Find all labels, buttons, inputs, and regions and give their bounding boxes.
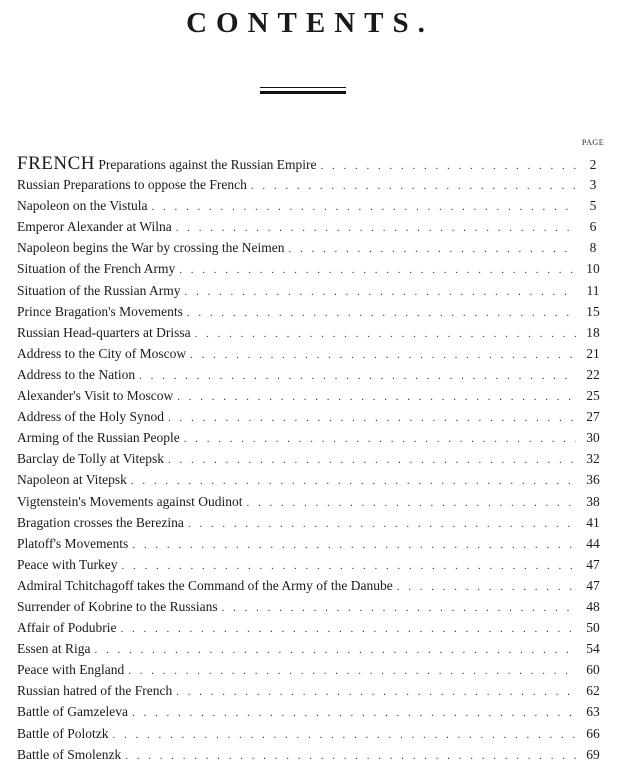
dot-leader bbox=[132, 703, 576, 724]
toc-entry-title bbox=[17, 533, 128, 554]
dot-leader bbox=[120, 619, 576, 640]
dot-leader bbox=[185, 282, 577, 303]
dot-leader bbox=[95, 640, 577, 661]
dot-leader bbox=[132, 535, 576, 556]
toc-entry-text: Russian Preparations to oppose the French bbox=[17, 177, 247, 193]
toc-entry-text: Address of the Holy Synod bbox=[17, 409, 164, 425]
toc-entry-text: Napoleon at Vitepsk bbox=[17, 472, 127, 488]
toc-entry bbox=[17, 491, 606, 512]
toc-entry bbox=[17, 364, 606, 385]
toc-entry-title bbox=[17, 723, 109, 744]
toc-entry-title bbox=[17, 153, 317, 175]
toc-entry bbox=[17, 174, 606, 195]
toc-entry-text: Peace with England bbox=[17, 662, 125, 678]
toc-entry-page-number: 41 bbox=[586, 514, 600, 530]
toc-entry-text: Preparations against the Russian Empire bbox=[98, 157, 317, 172]
toc-entry bbox=[17, 638, 606, 659]
toc-entry-page-number: 54 bbox=[586, 641, 600, 657]
toc-entry-title bbox=[17, 680, 172, 701]
toc-entry-title bbox=[17, 596, 218, 617]
toc-entry bbox=[17, 322, 606, 343]
toc-entry bbox=[17, 343, 606, 364]
dot-leader bbox=[190, 345, 576, 366]
toc-entry-page-number: 63 bbox=[586, 704, 600, 720]
dot-leader bbox=[195, 324, 576, 345]
toc-entry-page-number: 5 bbox=[589, 198, 597, 214]
toc-entry-text: Arming of the Russian People bbox=[17, 430, 180, 446]
toc-entry bbox=[17, 195, 606, 216]
page-title: CONTENTS. bbox=[186, 7, 434, 39]
toc-entry-page-number: 22 bbox=[586, 366, 600, 382]
toc-entry bbox=[17, 617, 606, 638]
dot-leader bbox=[184, 429, 576, 450]
toc-entry-text: Peace with Turkey bbox=[17, 556, 118, 572]
table-of-contents bbox=[17, 153, 606, 765]
dot-leader bbox=[152, 197, 576, 218]
toc-entry-title bbox=[17, 659, 124, 680]
toc-entry bbox=[17, 680, 606, 701]
toc-entry-title bbox=[17, 343, 186, 364]
page-column-label: PAGE bbox=[581, 138, 605, 147]
toc-entry-text: Vigtenstein's Movements against Oudinot bbox=[17, 493, 243, 509]
toc-entry bbox=[17, 659, 606, 680]
toc-entry-title bbox=[17, 237, 284, 258]
toc-entry-page-number: 32 bbox=[586, 451, 600, 467]
toc-entry-page-number: 2 bbox=[589, 157, 597, 172]
toc-entry-page-number: 38 bbox=[586, 493, 600, 509]
toc-entry-title bbox=[17, 216, 172, 237]
toc-entry-text: Alexander's Visit to Moscow bbox=[17, 388, 174, 404]
dot-leader bbox=[179, 260, 576, 281]
title-rule-thick bbox=[260, 91, 346, 94]
toc-entry bbox=[17, 448, 606, 469]
toc-entry-page-number: 66 bbox=[586, 725, 600, 741]
dot-leader bbox=[222, 598, 576, 619]
dot-leader bbox=[168, 408, 576, 429]
toc-entry-text: Admiral Tchitchagoff takes the Command of the Army of the Danube bbox=[17, 577, 393, 593]
toc-entry-text: Surrender of Kobrine to the Russians bbox=[17, 598, 218, 614]
toc-entry-page-number: 47 bbox=[586, 556, 600, 572]
toc-entry-title bbox=[17, 744, 121, 765]
dot-leader bbox=[177, 387, 576, 408]
toc-entry-title bbox=[17, 575, 393, 596]
toc-entry-text: Situation of the Russian Army bbox=[17, 282, 181, 298]
toc-entry-title bbox=[17, 701, 128, 722]
toc-entry-text: Prince Bragation's Movements bbox=[17, 303, 183, 319]
toc-entry-title bbox=[17, 258, 175, 279]
toc-entry-page-number: 36 bbox=[586, 472, 600, 488]
toc-entry-title bbox=[17, 469, 127, 490]
toc-entry-page-number: 50 bbox=[586, 620, 600, 636]
dot-leader bbox=[128, 661, 576, 682]
toc-entry-text: Address to the City of Moscow bbox=[17, 345, 187, 361]
toc-entry-title bbox=[17, 406, 164, 427]
dot-leader bbox=[288, 239, 576, 260]
toc-entry-text: Napoleon begins the War by crossing the Neimen bbox=[17, 240, 285, 256]
toc-entry-text: Affair of Podubrie bbox=[17, 620, 117, 636]
dot-leader bbox=[251, 176, 576, 197]
dot-leader bbox=[131, 471, 576, 492]
toc-entry-page-number: 8 bbox=[589, 240, 597, 256]
dot-leader bbox=[122, 556, 577, 577]
dot-leader bbox=[397, 577, 576, 598]
toc-entry bbox=[17, 427, 606, 448]
toc-entry-text: Address to the Nation bbox=[17, 366, 136, 382]
toc-entry-title bbox=[17, 427, 180, 448]
toc-entry-title bbox=[17, 280, 181, 301]
toc-entry-title bbox=[17, 638, 91, 659]
toc-entry-text: Battle of Gamzeleva bbox=[17, 704, 128, 720]
dot-leader bbox=[187, 303, 576, 324]
toc-entry bbox=[17, 216, 606, 237]
toc-entry bbox=[17, 554, 606, 575]
toc-entry-text: Bragation crosses the Berezina bbox=[17, 514, 184, 530]
toc-entry bbox=[17, 596, 606, 617]
toc-entry-page-number: 3 bbox=[589, 177, 597, 193]
dot-leader bbox=[125, 746, 576, 767]
toc-entry bbox=[17, 406, 606, 427]
toc-entry-title bbox=[17, 554, 118, 575]
toc-entry-title bbox=[17, 512, 184, 533]
dot-leader bbox=[176, 682, 576, 703]
toc-entry-text: Russian hatred of the French bbox=[17, 683, 173, 699]
toc-entry-text: Battle of Smolenzk bbox=[17, 746, 122, 762]
toc-entry-page-number: 62 bbox=[586, 683, 600, 699]
toc-entry-title bbox=[17, 448, 164, 469]
toc-entry-text: Battle of Polotzk bbox=[17, 725, 109, 741]
toc-entry bbox=[17, 723, 606, 744]
toc-entry-title bbox=[17, 491, 242, 512]
toc-entry-text: Barclay de Tolly at Vitepsk bbox=[17, 451, 164, 467]
toc-entry-page-number: 25 bbox=[586, 388, 600, 404]
toc-entry-text: Essen at Riga bbox=[17, 641, 91, 657]
toc-entry bbox=[17, 512, 606, 533]
toc-entry bbox=[17, 744, 606, 765]
toc-entry-page-number: 15 bbox=[586, 303, 600, 319]
toc-entry bbox=[17, 280, 606, 301]
toc-entry-title bbox=[17, 385, 173, 406]
toc-entry-page-number: 60 bbox=[586, 662, 600, 678]
dot-leader bbox=[188, 514, 576, 535]
toc-entry-title bbox=[17, 174, 247, 195]
dot-leader bbox=[176, 218, 576, 239]
toc-entry-title bbox=[17, 301, 183, 322]
toc-entry bbox=[17, 701, 606, 722]
toc-entry-title bbox=[17, 195, 148, 216]
toc-entry bbox=[17, 575, 606, 596]
title-rule-thin bbox=[260, 87, 346, 88]
toc-entry-page-number: 48 bbox=[586, 598, 600, 614]
dot-leader bbox=[246, 493, 576, 514]
toc-entry-page-number: 6 bbox=[589, 219, 597, 235]
toc-entry-page-number: 47 bbox=[586, 577, 600, 593]
toc-entry-page-number: 30 bbox=[586, 430, 600, 446]
toc-entry bbox=[17, 237, 606, 258]
toc-entry bbox=[17, 385, 606, 406]
dot-leader bbox=[168, 450, 576, 471]
dot-leader bbox=[321, 156, 576, 177]
toc-entry-text: Situation of the French Army bbox=[17, 261, 176, 277]
toc-entry bbox=[17, 301, 606, 322]
toc-entry bbox=[17, 469, 606, 490]
toc-entry-page-number: 18 bbox=[586, 324, 600, 340]
toc-entry bbox=[17, 533, 606, 554]
toc-entry-title bbox=[17, 617, 116, 638]
toc-entry-title bbox=[17, 322, 191, 343]
toc-entry-page-number: 69 bbox=[586, 746, 600, 762]
toc-entry-title bbox=[17, 364, 135, 385]
toc-entry-text: Napoleon on the Vistula bbox=[17, 198, 148, 214]
toc-entry-page-number: 21 bbox=[586, 345, 600, 361]
toc-entry bbox=[17, 258, 606, 279]
toc-entry bbox=[17, 153, 606, 174]
toc-entry-page-number: 44 bbox=[586, 535, 600, 551]
toc-entry-page-number: 27 bbox=[586, 409, 600, 425]
dot-leader bbox=[139, 366, 576, 387]
toc-entry-page-number: 10 bbox=[586, 261, 600, 277]
toc-entry-page-number: 11 bbox=[586, 282, 600, 298]
dot-leader bbox=[113, 725, 577, 746]
toc-entry-text: Platoff's Movements bbox=[17, 535, 129, 551]
toc-entry-lead-word: FRENCH bbox=[17, 153, 95, 174]
toc-entry-text: Russian Head-quarters at Drissa bbox=[17, 324, 191, 340]
toc-entry-text: Emperor Alexander at Wilna bbox=[17, 219, 172, 235]
